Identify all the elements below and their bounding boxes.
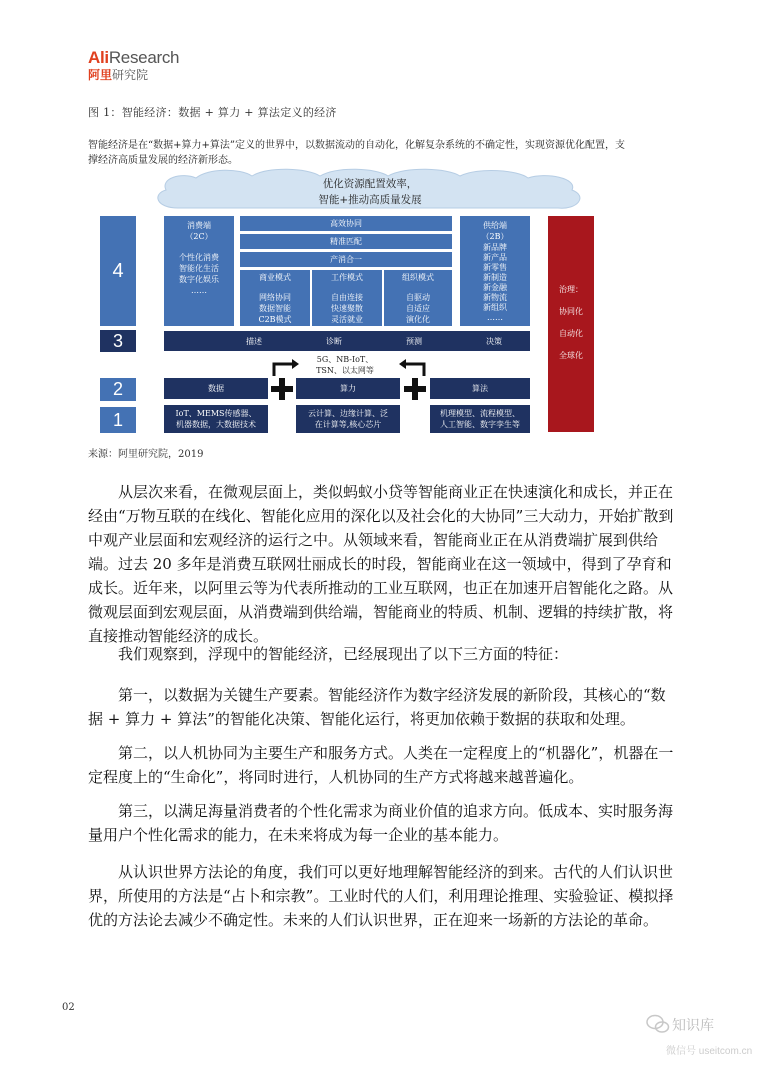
wechat-icon <box>646 1014 670 1034</box>
plus-icon <box>404 378 426 400</box>
layer-2-data: 数据 <box>164 378 268 399</box>
mode-work: 工作模式 自由连接 快速聚散 灵活就业 <box>312 270 382 326</box>
arrow-left-icon <box>272 356 300 378</box>
paragraph-3: 第一，以数据为关键生产要素。智能经济作为数字经济发展的新阶段，其核心的“数据 + 算力 + 算法”的智能化决策、智能化运行，将更加依赖于数据的获取和处理。 <box>88 686 666 728</box>
arrow-right-icon <box>398 356 426 378</box>
supply-items: 新品牌 新产品 新零售 新制造 新金融 新物流 新组织 …… <box>483 243 507 322</box>
paragraph-1: 从层次来看，在微观层面上，类似蚂蚁小贷等智能商业正在快速演化和成长，并正在经由“万物互联的在线化、智能化应用的深化以及社会化的大协同”三大动力，开始扩散到中观产业层面和宏观经济的运行之中。从领域来看，智能商业正在从消费端扩展到供给端。过去 20 多年是消费互联网壮丽成长的时段，智能商业在这一领域中，得到了孕育和成长。近年来，以阿里云等为代表所推动的工业互联网，也正在加速开启智能化之路。从微观层面到宏观层面，从消费端到供给端，智能商业的特质、机制、逻辑的持续扩散，将直接推动智能经济的成长。 <box>88 483 674 645</box>
paragraph-2: 我们观察到，浮现中的智能经济，已经展现出了以下三方面的特征： <box>118 645 569 663</box>
cloud-text: 优化资源配置效率， 智能+推动高质量发展 <box>318 178 422 206</box>
figure-source: 来源：阿里研究院，2019 <box>88 449 204 460</box>
figure-caption: 图 1：智能经济：数据 + 算力 + 算法定义的经济 <box>88 106 337 119</box>
consumer-title: 消费端 <box>187 221 211 230</box>
center-row-2: 精准匹配 <box>240 234 452 249</box>
supply-sub: （2B） <box>481 232 509 241</box>
paragraph-4: 第二，以人机协同为主要生产和服务方式。人类在一定程度上的“机器化”，机器在一定程度上的“生命化”，将同时进行，人机协同的生产方式将越来越普遍化。 <box>88 744 674 786</box>
watermark-sub: 微信号 useitcom.cn <box>666 1046 753 1057</box>
plus-icon <box>271 378 293 400</box>
governance-label: 治理： <box>559 285 583 294</box>
governance-column: 治理： 协同化 自动化 全球化 <box>548 216 594 432</box>
paragraph-5: 第三，以满足海量消费者的个性化需求为商业价值的追求方向。低成本、实时服务海量用户个性化需求的能力，在未来将成为每一企业的基本能力。 <box>88 802 674 844</box>
layer-1-compute: 云计算、边缘计算、泛 在计算等,核心芯片 <box>296 405 400 433</box>
layer-2-compute: 算力 <box>296 378 400 399</box>
mode-business: 商业模式 网络协同 数据智能 C2B模式 <box>240 270 310 326</box>
layer-3-bar: 描述 诊断 预测 决策 <box>164 331 530 351</box>
watermark-name: 知识库 <box>672 1017 714 1033</box>
figure-intro: 智能经济是在“数据+算力+算法”定义的世界中，以数据流动的自动化，化解复杂系统的不确定性，实现资源优化配置，支撑经济高质量发展的经济新形态。 <box>88 140 625 166</box>
page-number: 02 <box>62 1002 75 1013</box>
layer-1-data: IoT、MEMS传感器、 机器数据，大数据技术 <box>164 405 268 433</box>
consumer-items: 个性化消费 智能化生活 数字化娱乐 …… <box>179 253 219 295</box>
level-2-label: 2 <box>100 378 136 401</box>
mode-organization: 组织模式 自驱动 自适应 演化化 <box>384 270 452 326</box>
consumer-sub: （2C） <box>185 232 213 241</box>
level-1-label: 1 <box>100 407 136 433</box>
layer-1-algorithm: 机理模型、流程模型、 人工智能、数字孪生等 <box>430 405 530 433</box>
alireseach-logo: AliResearch <box>88 48 180 67</box>
logo-subtitle: 阿里研究院 <box>88 68 149 82</box>
level-3-label: 3 <box>100 330 136 352</box>
supply-title: 供给端 <box>483 221 507 230</box>
layer-2-algorithm: 算法 <box>430 378 530 399</box>
level-4-label: 4 <box>100 216 136 326</box>
paragraph-6: 从认识世界方法论的角度，我们可以更好地理解智能经济的到来。古代的人们认识世界，所使用的方法是“占卜和宗教”。工业时代的人们，利用理论推理、实验验证、模拟择优的方法论去减少不确定性。未来的人们认识世界，正在迎来一场新的方法论的革命。 <box>88 863 674 929</box>
network-text: 5G、NB-IoT、 TSN、以太网等 <box>316 355 374 375</box>
center-row-3: 产消合一 <box>240 252 452 267</box>
consumer-panel <box>164 216 234 326</box>
supply-panel <box>460 216 530 326</box>
center-row-1: 高效协同 <box>240 216 452 231</box>
